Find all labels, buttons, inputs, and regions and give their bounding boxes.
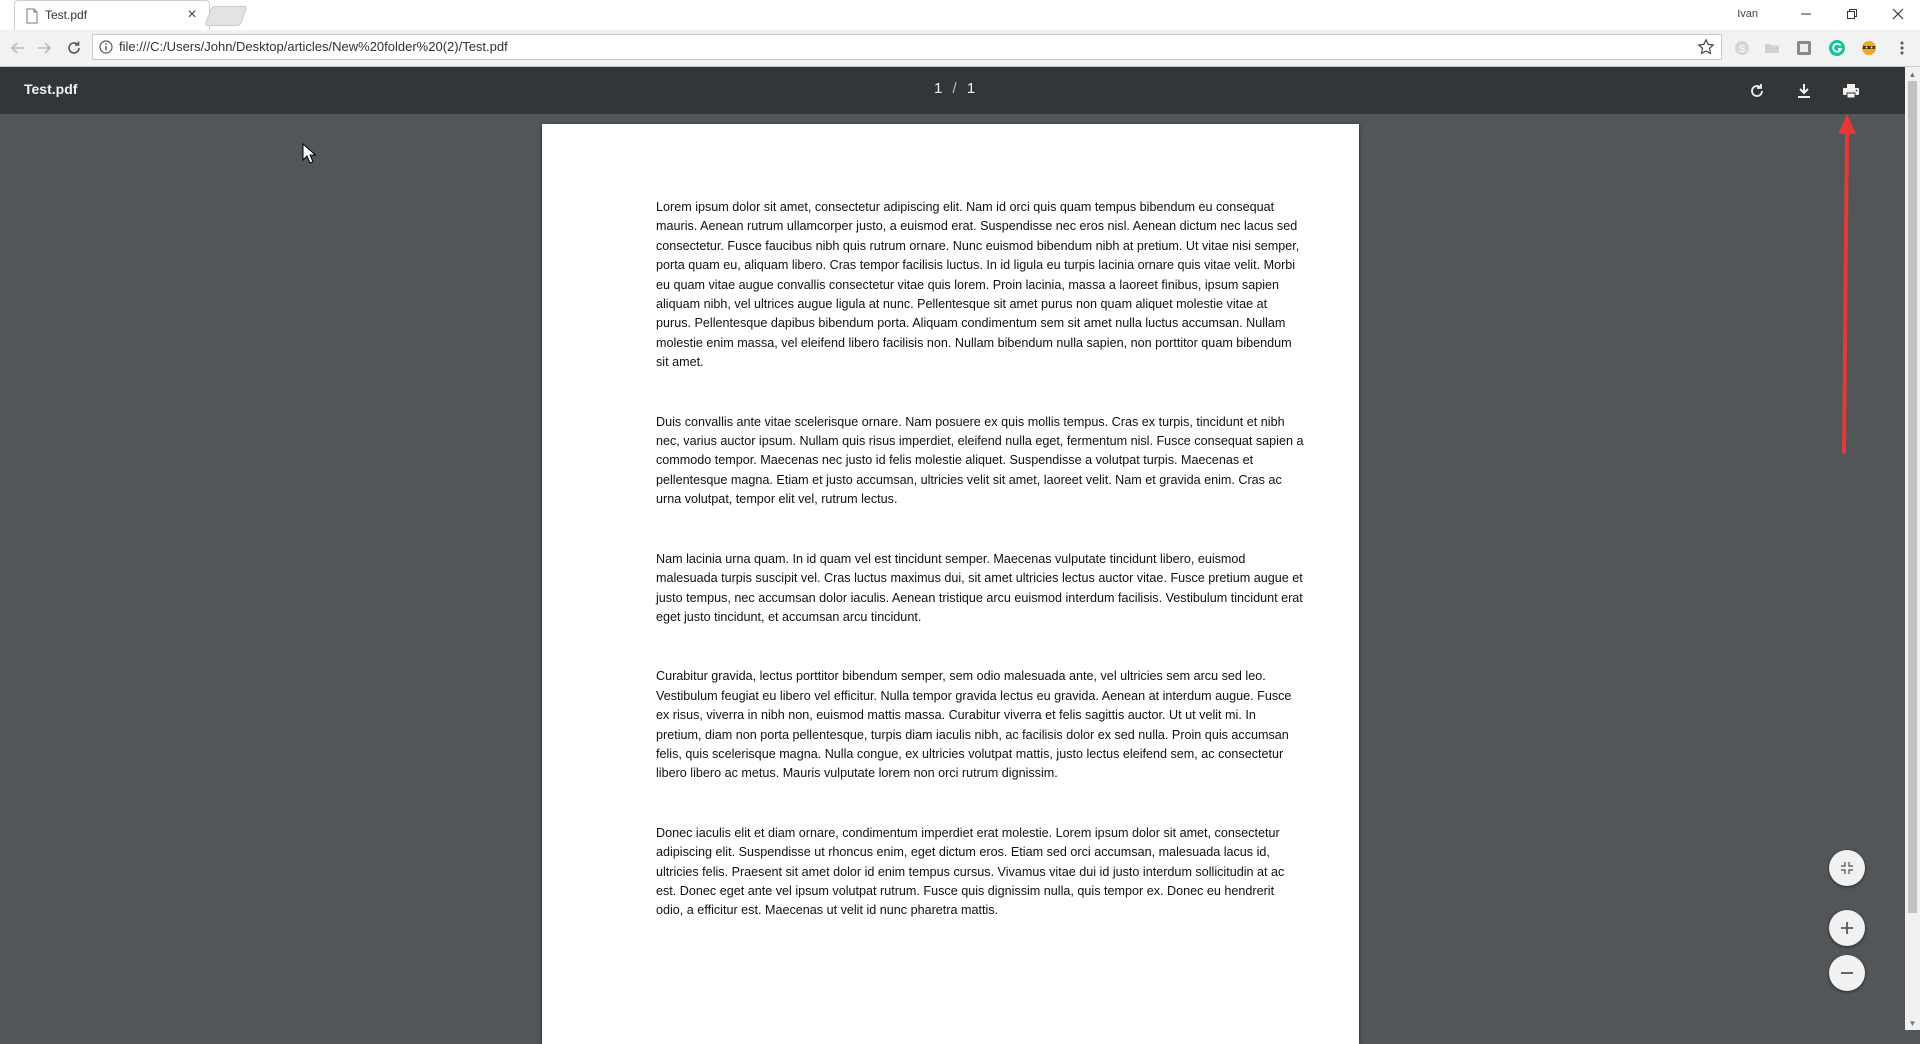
scroll-up-arrow-icon[interactable]: ▲ xyxy=(1908,69,1917,79)
zoom-out-icon xyxy=(1840,966,1854,980)
pdf-toolbar xyxy=(0,67,1905,114)
paragraph: Curabitur gravida, lectus porttitor bibendum semper, sem odio malesuada ante, vel ultricies sem arcu sed leo. Vestibulum feugiat eu libero vel efficitur. Nulla tempor gravida lectus eu gravida. Aenean at interdum augue. Fusce ex risus, viverra in nibh non, euismod mattis massa. Curabitur viverra et felis sagittis auctor. Ut ut velit mi. In pretium, diam non porta pellentesque, turpis diam iaculis nibh, ac facilisis dolor ex sed nulla. Proin quis accumsan felis, quis scelerisque magna. Nulla congue, ex ultricies volutpat mattis, justo lectus eleifend sem, ac consectetur libero libero ac metus. Mauris vulputate lorem non orci rutrum dignissim. xyxy=(656,669,1292,781)
pdf-viewer-area[interactable] xyxy=(0,114,1905,1030)
menu-icon[interactable] xyxy=(1892,38,1912,58)
zoom-out-button[interactable] xyxy=(1829,955,1865,991)
total-pages: 1 xyxy=(966,80,976,97)
page-separator: / xyxy=(952,80,957,97)
zoom-in-button[interactable] xyxy=(1829,910,1865,946)
rotate-icon[interactable] xyxy=(1745,79,1769,103)
pocket-icon[interactable] xyxy=(1794,38,1814,58)
fit-to-page-button[interactable] xyxy=(1829,850,1865,886)
paragraph: Lorem ipsum dolor sit amet, consectetur adipiscing elit. Nam id orci quis quam tempus bibendum eu consequat mauris. Aenean rutrum ullamcorper justo, a euismod erat. Suspendisse nec eros nisl. Aenean dictum nec lacus sed consectetur. Fusce faucibus nibh quis rutrum ornare. Nunc euismod bibendum nibh at pretium. Ut vitae nisi semper, porta quam eu, aliquam libero. Cras tempor facilisis luctus. In id ligula eu turpis lacinia ornare quis vitae velit. Morbi eu quam vitae augue convallis consectetur vitae quis lorem. Proin lacinia, massa a laoreet finibus, ipsum sapien aliquam nibh, vel ultrices augue ligula at nunc. Pellentesque sit amet purus non quam aliquet molestie vitae at purus. Pellentesque dapibus bibendum porta. Aliquam condimentum sem sit amet nulla luctus accumsan. Nullam molestie enim massa, vel eleifend libero facilisis non. Nullam bibendum nulla sapien, non porttitor quam bibendum sit amet. xyxy=(656,200,1300,370)
grammarly-icon[interactable] xyxy=(1827,38,1847,58)
browser-toolbar xyxy=(0,30,1920,67)
skype-icon[interactable] xyxy=(1732,38,1752,58)
page-indicator xyxy=(934,80,975,97)
tab-close-icon[interactable]: × xyxy=(187,6,197,23)
back-arrow-icon[interactable] xyxy=(6,36,30,60)
tab-strip xyxy=(0,0,1920,31)
forward-arrow-icon[interactable] xyxy=(32,36,56,60)
download-icon[interactable] xyxy=(1792,79,1816,103)
scroll-down-arrow-icon[interactable]: ▼ xyxy=(1908,1018,1917,1028)
paragraph: Nam lacinia urna quam. In id quam vel est tincidunt semper. Maecenas vulputate tincidunt libero, euismod malesuada turpis suscipit vel. Cras luctus maximus dui, sit amet ultricies lectus auctor vitae. Fusce pretium augue et justo tempus, nec accumsan dolor iaculis. Aenean tristique arcu euismod interdum facilisis. Vestibulum tincidunt erat eget justo tincidunt, et accumsan arcu tincidunt. xyxy=(656,551,1303,624)
mouse-pointer-icon xyxy=(302,143,316,165)
tab-test-pdf[interactable] xyxy=(14,0,210,30)
folder-icon[interactable] xyxy=(1762,38,1782,58)
minimize-icon[interactable] xyxy=(1784,0,1828,28)
paragraph: Donec iaculis elit et diam ornare, condimentum imperdiet erat molestie. Lorem ipsum dolor sit amet, consectetur adipiscing elit. Suspendisse ut rhoncus enim, eget dictum eros. Etiam sed orci accumsan, malesuada lacus id, ultricies felis. Praesent sit amet dolor id enim tempus cursus. Vivamus vitae dui id justo interdum sollicitudin at ac est. Donec eget ante vel ipsum volutpat rutrum. Fusce quis dignissim nulla, quis tempor ex. Donec eu hendrerit odio, a efficitur est. Maecenas ut velit id nunc pharetra mattis. xyxy=(656,825,1285,918)
fit-to-page-icon xyxy=(1840,861,1854,875)
annotation-arrow-icon xyxy=(1830,112,1860,458)
info-icon[interactable] xyxy=(99,40,113,54)
restore-icon[interactable] xyxy=(1830,0,1874,28)
reload-icon[interactable] xyxy=(62,36,86,60)
pdf-page-content xyxy=(656,198,1304,961)
url-input[interactable] xyxy=(119,35,1679,59)
document-icon xyxy=(25,8,39,24)
current-page-number[interactable]: 1 xyxy=(934,80,943,97)
scroll-thumb[interactable] xyxy=(1908,81,1917,913)
close-icon[interactable] xyxy=(1876,0,1920,28)
vertical-scrollbar[interactable] xyxy=(1905,67,1920,1030)
zoom-in-icon xyxy=(1840,921,1854,935)
ninja-icon[interactable] xyxy=(1859,38,1879,58)
profile-name[interactable]: Ivan xyxy=(1737,8,1758,20)
bookmark-star-icon[interactable] xyxy=(1697,38,1715,56)
pdf-title: Test.pdf xyxy=(24,81,78,97)
tab-title: Test.pdf xyxy=(45,8,88,22)
pdf-page xyxy=(542,124,1359,1044)
print-icon[interactable] xyxy=(1839,79,1863,103)
svg-text:S: S xyxy=(1738,44,1746,55)
paragraph: Duis convallis ante vitae scelerisque ornare. Nam posuere ex quis mollis tempus. Cras ex turpis, tincidunt et nibh nec, varius auctor ipsum. Nullam quis risus imperdiet, eleifend nulla eget, fermentum nisl. Fusce consequat sapien a commodo tempor. Maecenas nec justo id felis molestie aliquet. Suspendisse a volutpat turpis. Maecenas et pellentesque magna. Etiam et justo accumsan, ultricies velit sit amet, laoreet velit. Nam et gravida enim. Cras ac urna volutpat, tempor elit vel, rutrum lectus. xyxy=(656,414,1304,507)
address-bar[interactable] xyxy=(92,34,1722,60)
new-tab-button[interactable] xyxy=(204,6,247,26)
